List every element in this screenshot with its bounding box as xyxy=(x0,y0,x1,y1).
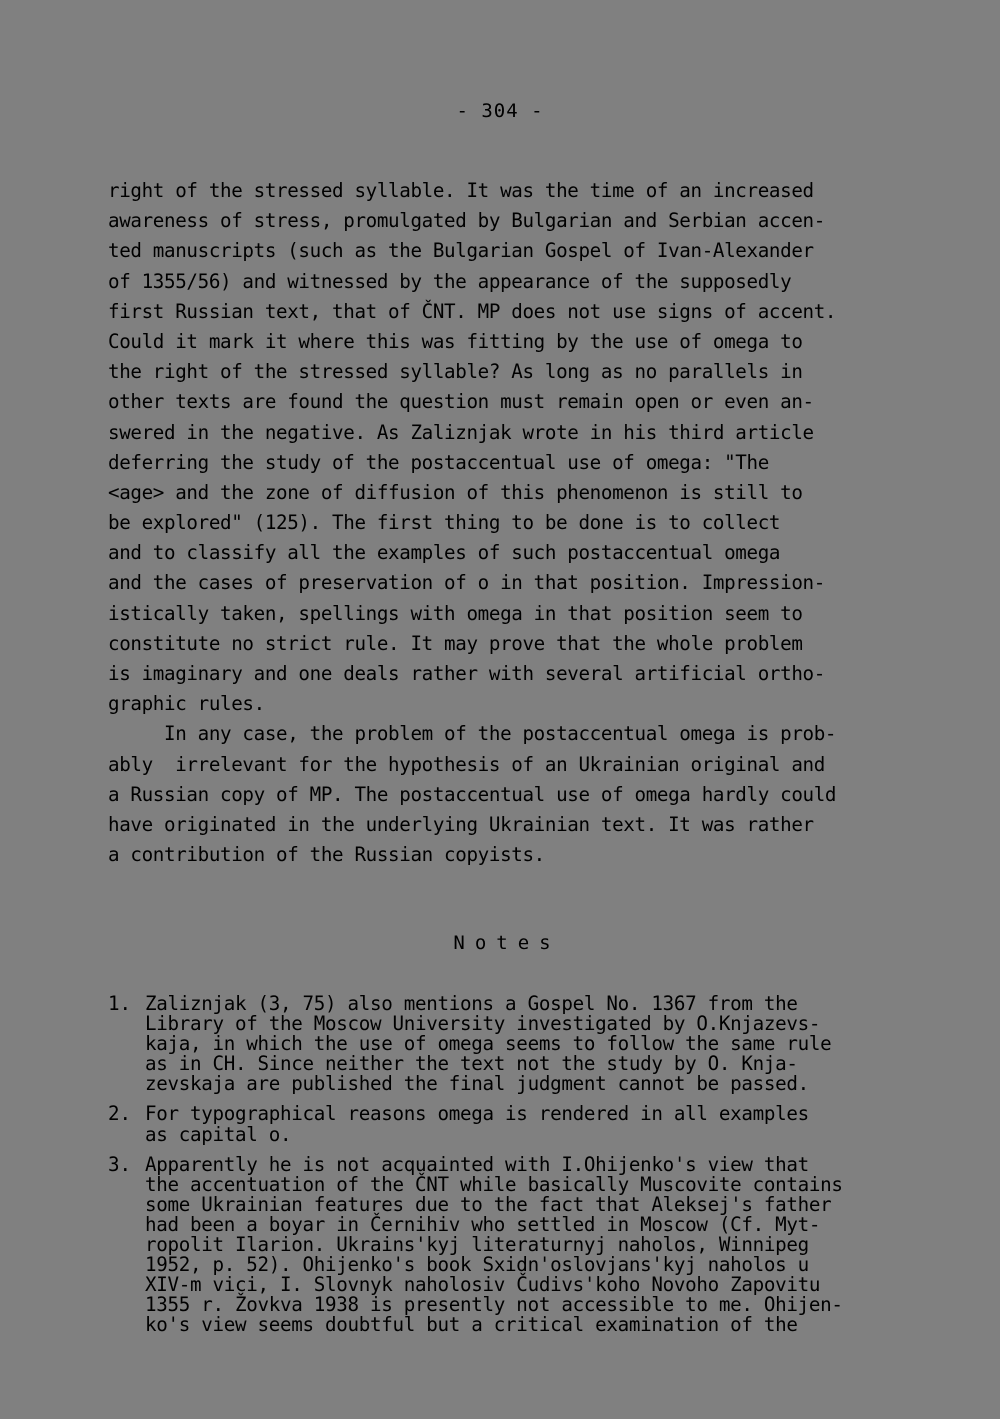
body-line: ted manuscripts (such as the Bulgarian Gospel of Ivan-Alexander xyxy=(108,239,814,263)
note-line: some Ukrainian features due to the fact that Aleksej's father xyxy=(145,1192,832,1216)
note-item xyxy=(108,1152,908,1337)
note-number: 3. xyxy=(108,1152,132,1176)
body-line: deferring the study of the postaccentual use of omega: "The xyxy=(108,450,769,474)
body-line: and the cases of preservation of o in that position. Impression- xyxy=(108,571,825,595)
note-line: ropolit Ilarion. Ukrains'kyj literaturnyj naholos, Winnipeg xyxy=(145,1233,809,1257)
note-number: 1. xyxy=(108,992,132,1015)
body-line: of 1355/56) and witnessed by the appearance of the supposedly xyxy=(108,269,792,293)
note-item xyxy=(108,994,908,1094)
body-line: the right of the stressed syllable? As long as no parallels in xyxy=(108,360,803,384)
note-line: as capital o. xyxy=(145,1122,292,1146)
notes-heading: Notes xyxy=(453,932,561,954)
body-line: In any case, the problem of the postaccentual omega is prob- xyxy=(108,722,837,746)
note-line: as in CH. Since neither the text not the study by O. Knja- xyxy=(145,1052,798,1076)
note-line: zevskaja are published the final judgment cannot be passed. xyxy=(145,1072,809,1096)
note-item xyxy=(108,1104,908,1144)
note-line: Apparently he is not acquainted with I.Ohijenko's view that xyxy=(145,1152,809,1176)
note-line: kaja, in which the use of omega seems to follow the same rule xyxy=(145,1032,832,1056)
page-number: - 304 - xyxy=(456,100,544,122)
body-line: <age> and the zone of diffusion of this phenomenon is still to xyxy=(108,480,803,504)
body-line: Could it mark it where this was fitting by the use of omega to xyxy=(108,329,803,353)
note-line: Zaliznjak (3, 75) also mentions a Gospel No. 1367 from the xyxy=(145,992,798,1015)
body-line: graphic rules. xyxy=(108,692,265,716)
note-line: the accentuation of the ČNT while basically Muscovite contains xyxy=(145,1172,843,1196)
body-line: have originated in the underlying Ukrainian text. It was rather xyxy=(108,812,814,836)
note-line: 1355 r. Žovkva 1938 is presently not accessible to me. Ohijen- xyxy=(145,1293,843,1317)
body-line: awareness of stress, promulgated by Bulgarian and Serbian accen- xyxy=(108,209,825,233)
body-line: and to classify all the examples of such postaccentual omega xyxy=(108,541,781,565)
note-line: had been a boyar in Černihiv who settled in Moscow (Cf. Myt- xyxy=(145,1212,821,1236)
body-line: constitute no strict rule. It may prove that the whole problem xyxy=(108,631,803,655)
body-line: be explored" (125). The first thing to be done is to collect xyxy=(108,511,781,535)
note-line: XIV-m vici, I. Slovnyk naholosiv Čudivs'koho Novoho Zapovitu xyxy=(145,1273,821,1297)
body-line: istically taken, spellings with omega in that position seem to xyxy=(108,601,803,625)
body-line: ably irrelevant for the hypothesis of an Ukrainian original and xyxy=(108,752,825,776)
body-line: first Russian text, that of ČNT. MP does not use signs of accent. xyxy=(108,299,837,323)
body-line: a Russian copy of MP. The postaccentual use of omega hardly could xyxy=(108,782,837,806)
note-line: Library of the Moscow University investigated by O.Knjazevs- xyxy=(145,1012,821,1036)
note-line: ko's view seems doubtful but a critical examination of the xyxy=(145,1313,798,1337)
note-line: For typographical reasons omega is rendered in all examples xyxy=(145,1102,809,1126)
body-line: swered in the negative. As Zaliznjak wrote in his third article xyxy=(108,420,814,444)
body-line: a contribution of the Russian copyists. xyxy=(108,843,545,867)
body-line: right of the stressed syllable. It was the time of an increased xyxy=(108,179,814,202)
body-text xyxy=(108,176,908,870)
note-line: 1952, p. 52). Ohijenko's book Sxidn'oslovjans'kyj naholos u xyxy=(145,1253,809,1277)
notes-list xyxy=(108,994,908,1346)
body-line: other texts are found the question must remain open or even an- xyxy=(108,390,814,414)
body-line: is imaginary and one deals rather with several artificial ortho- xyxy=(108,662,825,685)
note-number: 2. xyxy=(108,1102,132,1126)
